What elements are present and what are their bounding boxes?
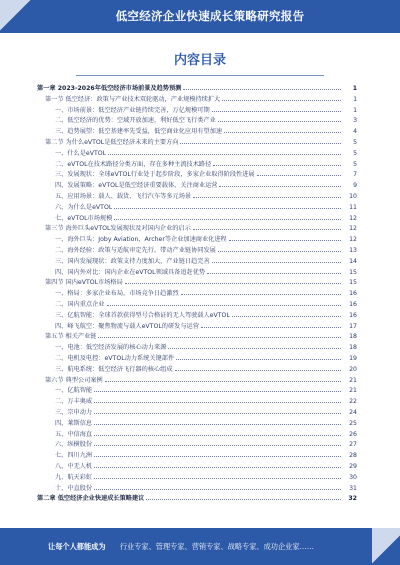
toc-dot-leader bbox=[222, 99, 341, 101]
toc-page-number: 27 bbox=[349, 441, 357, 449]
toc-item-row[interactable] bbox=[55, 322, 357, 332]
toc-page-number: 5 bbox=[353, 160, 357, 168]
toc-dot-leader bbox=[94, 390, 341, 392]
toc-entry-label: 三、亿航智能：全球首款获得型号合格证的无人驾驶载人eVTOL bbox=[55, 311, 230, 319]
toc-item-row[interactable] bbox=[55, 484, 357, 494]
toc-page-number: 5 bbox=[353, 139, 357, 146]
toc-page-number: 14 bbox=[349, 257, 357, 265]
toc-entry-label: 五、应用场景：载人、载货、飞行汽车等多元场景 bbox=[55, 193, 192, 200]
toc-item-row[interactable] bbox=[55, 170, 357, 180]
toc-page-number: 24 bbox=[349, 409, 357, 416]
toc-page-number: 12 bbox=[349, 214, 357, 222]
toc-dot-leader bbox=[114, 218, 341, 220]
toc-page-number: 32 bbox=[348, 495, 357, 503]
toc-entry-label: 一、什么是eVTOL bbox=[55, 149, 107, 157]
toc-entry-label: 十、中直股份 bbox=[55, 484, 93, 492]
toc-entry-label: 二、万丰奥威 bbox=[55, 398, 93, 406]
toc-page-number: 20 bbox=[349, 365, 357, 373]
toc-section-row[interactable] bbox=[45, 376, 357, 386]
toc-section-row[interactable] bbox=[45, 278, 357, 288]
toc-item-row[interactable] bbox=[55, 386, 357, 396]
toc-page-number: 17 bbox=[349, 322, 357, 330]
toc-item-row[interactable] bbox=[55, 257, 357, 267]
toc-entry-label: 第一节 低空经济：政策与产业技术双轮驱动，产业规模持续扩大 bbox=[45, 95, 221, 103]
toc-entry-label: 三、趋势展望：低空基建率先受益，低空商业化应用有望加速 bbox=[55, 128, 223, 136]
toc-item-row[interactable] bbox=[55, 203, 357, 213]
toc-dot-leader bbox=[201, 326, 341, 328]
toc-entry-label: 第三节 海外巨头eVTOL发展现状及对国内企业的启示 bbox=[45, 225, 191, 233]
toc-section-row[interactable] bbox=[45, 138, 357, 148]
toc-section-row[interactable] bbox=[45, 95, 357, 105]
toc-entry-label: 第二节 为什么eVTOL是低空经济未来的主要方向 bbox=[45, 139, 179, 146]
toc-entry-label: 二、eVTOL在技术路径分类方面，存在多种主流技术路径 bbox=[55, 160, 212, 168]
toc-item-row[interactable] bbox=[55, 235, 357, 245]
toc-entry-label: 二、电机及电控：eVTOL动力系统关键部件 bbox=[55, 355, 175, 362]
toc-item-row[interactable] bbox=[55, 214, 357, 224]
footer-text bbox=[48, 542, 314, 552]
toc-dot-leader bbox=[218, 120, 341, 122]
toc-entry-label: 二、海外经验：政策与适航审定先行，带动产业链协同发展 bbox=[55, 247, 216, 254]
toc-item-row[interactable] bbox=[55, 160, 357, 170]
toc-item-row[interactable] bbox=[55, 419, 357, 429]
toc-page-number: 1 bbox=[353, 106, 357, 114]
toc-page-number: 16 bbox=[349, 290, 357, 298]
toc-entry-label: 三、航电系统：低空经济飞行器的核心组成 bbox=[55, 365, 173, 373]
toc-entry-label: 一、海外巨头：Joby Aviation、Archer等企业加速商业化进程 bbox=[55, 236, 227, 244]
toc-dot-leader bbox=[125, 282, 341, 284]
toc-page-number: 31 bbox=[349, 484, 357, 492]
toc-entry-label: 六、纵横股份 bbox=[55, 441, 93, 449]
toc-dot-leader bbox=[219, 185, 341, 187]
toc-page-number: 3 bbox=[353, 117, 357, 125]
toc-entry-label: 第四节 国内eVTOL市场格局 bbox=[45, 279, 123, 287]
toc-entry-label: 四、莱斯信息 bbox=[55, 419, 93, 427]
toc-page-number: 10 bbox=[349, 193, 357, 200]
toc-dot-leader bbox=[193, 196, 341, 198]
toc-page-number: 21 bbox=[349, 376, 357, 384]
toc-dot-leader bbox=[94, 423, 341, 425]
toc-item-row[interactable] bbox=[55, 440, 357, 450]
toc-dot-leader bbox=[94, 488, 341, 490]
toc-entry-label: 一、电池：低空经济发展的核心动力来源 bbox=[55, 344, 167, 352]
toc-dot-leader bbox=[212, 110, 341, 112]
toc-dot-leader bbox=[168, 347, 341, 349]
toc-item-row[interactable] bbox=[55, 149, 357, 159]
toc-dot-leader bbox=[94, 401, 341, 403]
toc-item-row[interactable] bbox=[55, 365, 357, 375]
toc-page-number: 5 bbox=[353, 149, 357, 157]
toc-dot-leader bbox=[180, 142, 341, 144]
toc-item-row[interactable] bbox=[55, 451, 357, 461]
toc-entry-label: 二、低空经济的优势：空域开放加速，利好低空飞行类产业 bbox=[55, 117, 216, 125]
toc-page-number: 1 bbox=[352, 85, 357, 92]
toc-item-row[interactable] bbox=[55, 246, 357, 256]
toc-dot-leader bbox=[176, 358, 341, 360]
toc-dot-leader bbox=[94, 444, 341, 446]
toc-item-row[interactable] bbox=[55, 473, 357, 483]
toc-item-row[interactable] bbox=[55, 127, 357, 137]
toc-entry-label: 六、为什么是eVTOL bbox=[55, 203, 113, 211]
toc-dot-leader bbox=[94, 455, 341, 457]
toc-page-number: 15 bbox=[349, 268, 357, 276]
toc-dot-leader bbox=[207, 272, 341, 274]
toc-item-row[interactable] bbox=[55, 192, 357, 202]
toc-page-number: 12 bbox=[349, 236, 357, 244]
toc-item-row[interactable] bbox=[55, 289, 357, 299]
toc-page-number: 19 bbox=[349, 355, 357, 362]
toc-entry-label: 八、中无人机 bbox=[55, 463, 93, 470]
toc-entry-label: 七、四川九洲 bbox=[55, 452, 93, 460]
toc-page-number: 16 bbox=[349, 311, 357, 319]
toc-dot-leader bbox=[94, 466, 341, 468]
toc-dot-leader bbox=[224, 131, 341, 133]
toc-entry-label: 三、宗申动力 bbox=[55, 409, 93, 416]
footer-accent-shape bbox=[372, 528, 400, 565]
toc-section-row[interactable] bbox=[45, 224, 357, 234]
toc-entry-label: 二、国内重点企业 bbox=[55, 301, 105, 308]
toc-dot-leader bbox=[105, 380, 341, 382]
toc-dot-leader bbox=[183, 88, 341, 90]
toc-item-row[interactable] bbox=[55, 106, 357, 116]
toc-page-number: 28 bbox=[349, 452, 357, 460]
toc-entry-label: 第一章 2023-2026年低空经济市场前景及趋势预测 bbox=[37, 85, 182, 92]
toc-entry-label: 七、eVTOL市场规模 bbox=[55, 214, 113, 222]
toc-dot-leader bbox=[107, 304, 342, 306]
toc-page-number: 11 bbox=[349, 203, 357, 211]
toc-dot-leader bbox=[213, 164, 341, 166]
toc-entry-label: 第二章 低空经济企业快速成长策略建议 bbox=[37, 495, 145, 503]
toc-item-row[interactable] bbox=[55, 354, 357, 364]
toc-chapter-row[interactable] bbox=[37, 84, 357, 94]
toc-item-row[interactable] bbox=[55, 181, 357, 191]
toc-dot-leader bbox=[94, 412, 341, 414]
toc-page-number: 30 bbox=[349, 473, 357, 481]
toc-entry-label: 五、中信海直 bbox=[55, 430, 93, 438]
toc-page-number: 25 bbox=[349, 419, 357, 427]
toc-entry-label: 三、国内发展现状：政策支持力度加大，产业链日趋完善 bbox=[55, 257, 210, 265]
toc-item-row[interactable] bbox=[55, 343, 357, 353]
toc-page-number: 29 bbox=[349, 463, 357, 470]
table-of-contents bbox=[37, 84, 357, 504]
toc-dot-leader bbox=[257, 174, 341, 176]
toc-item-row[interactable] bbox=[55, 116, 357, 126]
toc-heading-divider bbox=[76, 75, 324, 76]
toc-heading: 内容目录 bbox=[173, 53, 226, 68]
toc-dot-leader bbox=[94, 477, 341, 479]
toc-entry-label: 一、亿航智能 bbox=[55, 387, 93, 395]
toc-entry-label: 九、航天彩虹 bbox=[55, 473, 93, 481]
toc-item-row[interactable] bbox=[55, 311, 357, 321]
toc-entry-label: 第五节 相关产业链 bbox=[45, 333, 97, 341]
footer-slogan: 让每个人都能成为 bbox=[48, 542, 106, 551]
toc-page-number: 15 bbox=[349, 279, 357, 287]
toc-page-number: 18 bbox=[349, 333, 357, 341]
toc-entry-label: 四、峰飞航空：聚焦物流与载人eVTOL的研发与运营 bbox=[55, 322, 199, 330]
toc-item-row[interactable] bbox=[55, 397, 357, 407]
toc-dot-leader bbox=[229, 239, 341, 241]
toc-dot-leader bbox=[146, 498, 341, 500]
toc-item-row[interactable] bbox=[55, 408, 357, 418]
toc-page-number: 21 bbox=[349, 387, 357, 395]
toc-page-number: 12 bbox=[349, 225, 357, 233]
toc-dot-leader bbox=[218, 250, 341, 252]
toc-entry-label: 第六节 典型公司案例 bbox=[45, 376, 103, 384]
toc-item-row[interactable] bbox=[55, 300, 357, 310]
toc-item-row[interactable] bbox=[55, 268, 357, 278]
toc-dot-leader bbox=[193, 228, 341, 230]
toc-page-number: 16 bbox=[349, 301, 357, 308]
toc-entry-label: 三、发展现状：全球eVTOL行业处于起步阶段，多家企业取得阶段性进展 bbox=[55, 171, 255, 179]
report-title: 低空经济企业快速成长策略研究报告 bbox=[115, 9, 305, 23]
toc-item-row[interactable] bbox=[55, 462, 357, 472]
toc-dot-leader bbox=[108, 153, 341, 155]
toc-page-number: 13 bbox=[349, 247, 357, 254]
toc-page-number: 4 bbox=[353, 128, 357, 136]
header-accent-shape bbox=[0, 0, 34, 33]
toc-dot-leader bbox=[98, 336, 341, 338]
footer-tags: 行业专家、管理专家、营销专家、战略专家、成功企业家…… bbox=[119, 542, 314, 551]
toc-page-number: 9 bbox=[353, 182, 357, 190]
toc-dot-leader bbox=[114, 207, 341, 209]
toc-entry-label: 一、市场前景：低空经济产业链持续完善，万亿规模可期 bbox=[55, 106, 210, 114]
toc-dot-leader bbox=[181, 293, 341, 295]
toc-chapter-row[interactable] bbox=[37, 494, 357, 504]
toc-page-number: 18 bbox=[349, 344, 357, 352]
toc-section-row[interactable] bbox=[45, 332, 357, 342]
toc-entry-label: 四、发展策略：eVTOL是低空经济重要载体，关注商业运营 bbox=[55, 182, 218, 190]
toc-page-number: 1 bbox=[353, 95, 357, 103]
toc-page-number: 26 bbox=[349, 430, 357, 438]
toc-dot-leader bbox=[94, 434, 341, 436]
toc-item-row[interactable] bbox=[55, 430, 357, 440]
toc-entry-label: 一、格局：多家企业布局，市场竞争日趋激烈 bbox=[55, 290, 179, 298]
toc-page-number: 22 bbox=[349, 398, 357, 406]
toc-dot-leader bbox=[175, 369, 341, 371]
toc-page-number: 7 bbox=[353, 171, 357, 179]
toc-dot-leader bbox=[232, 315, 341, 317]
toc-entry-label: 四、国内外对比：国内企业在eVTOL领域具备追赶优势 bbox=[55, 268, 206, 276]
toc-dot-leader bbox=[212, 261, 341, 263]
